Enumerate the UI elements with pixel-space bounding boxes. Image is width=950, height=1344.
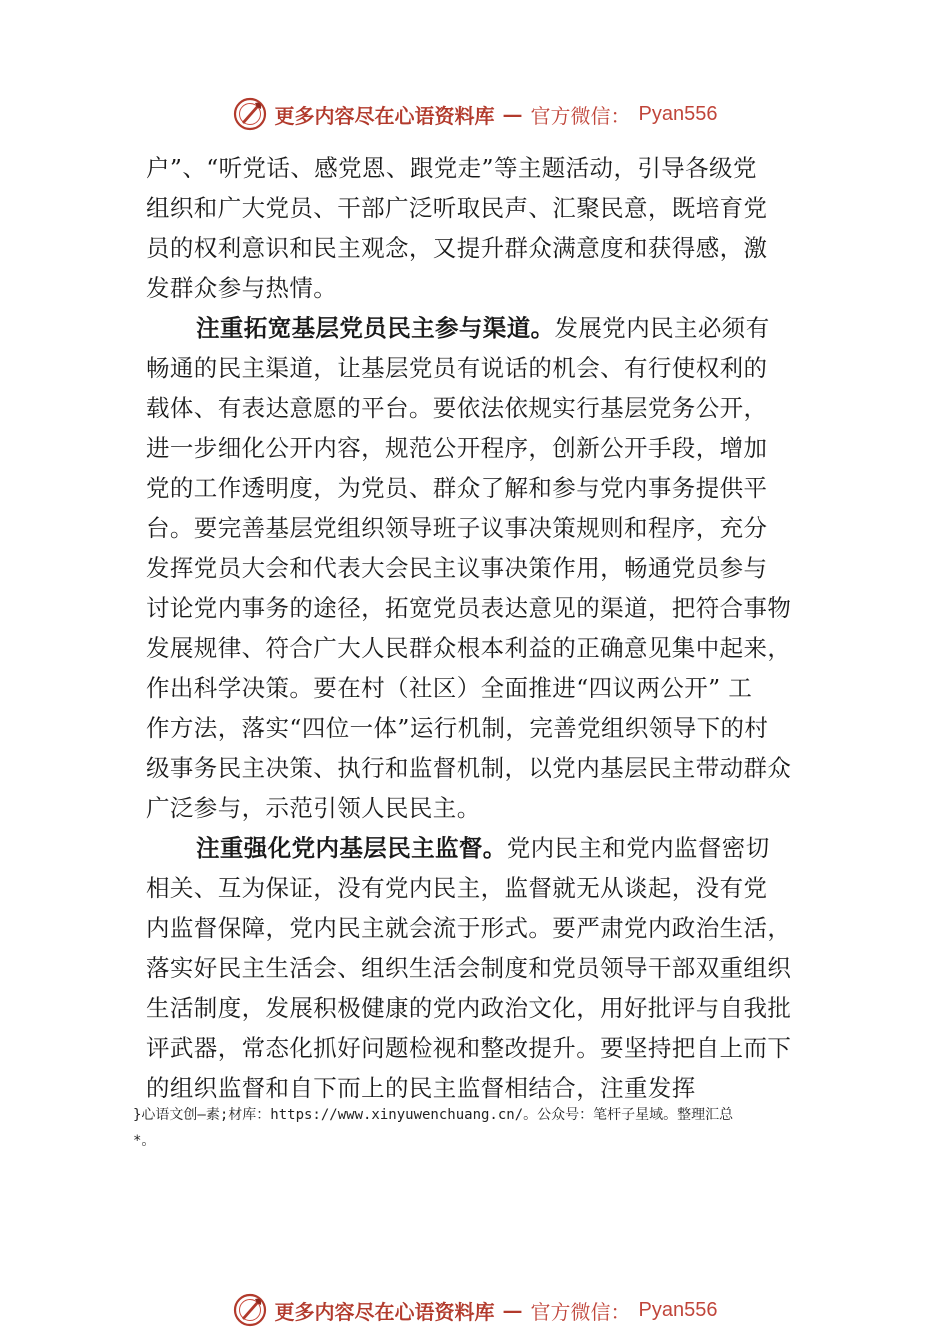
text-line: 内监督保障，党内民主就会流于形式。要严肃党内政治生活， [146, 914, 792, 942]
text-line: 组织和广大党员、干部广泛听取民声、汇聚民意，既培育党 [146, 194, 768, 222]
paragraph-lead-text: 党内民主和党内监督密切 [506, 834, 770, 862]
brand-title: 更多内容尽在心语资料库 [274, 103, 495, 128]
paragraph-3 [146, 828, 818, 1108]
text-line: 发展规律、符合广大人民群众根本利益的正确意见集中起来， [146, 634, 792, 662]
paragraph-lead-text: 发展党内民主必须有 [554, 314, 770, 342]
text-line: 讨论党内事务的途径，拓宽党员表达意见的渠道，把符合事物 [146, 594, 792, 622]
paragraph-heading: 注重强化党内基层民主监督。 [196, 834, 507, 862]
text-line: 作出科学决策。要在村（社区）全面推进“四议两公开” 工 [146, 674, 753, 702]
brand-separator: — [502, 102, 523, 126]
text-line: 员的权利意识和民主观念，又提升群众满意度和获得感，激 [146, 234, 768, 262]
text-line: 的组织监督和自下而上的民主监督相结合，注重发挥 [146, 1074, 696, 1102]
paragraph-2 [146, 308, 818, 828]
text-line: 发群众参与热情。 [146, 274, 338, 302]
wechat-label: 官方微信： [530, 103, 631, 128]
paragraph-first-line [146, 828, 818, 868]
text-line: 畅通的民主渠道，让基层党员有说话的机会、有行使权利的 [146, 354, 768, 382]
footnote-line: }心语文创—素;材库：https://www.xinyuwenchuang.cn/。公众号：笔杆子星域。整理汇总 [133, 1107, 734, 1123]
text-line: 进一步细化公开内容，规范公开程序，创新公开手段，增加 [146, 434, 768, 462]
brand-separator: — [502, 1298, 523, 1322]
text-line: 作方法，落实“四位一体”运行机制，完善党组织领导下的村 [146, 714, 769, 742]
header-banner [0, 92, 950, 136]
text-line: 载体、有表达意愿的平台。要依法依规实行基层党务公开， [146, 394, 768, 422]
text-line: 发挥党员大会和代表大会民主议事决策作用，畅通党员参与 [146, 554, 768, 582]
paragraph-first-line [146, 308, 818, 348]
footer-banner [0, 1288, 950, 1332]
text-line: 广泛参与，示范引领人民民主。 [146, 794, 481, 822]
footnote-line: *。 [133, 1133, 156, 1149]
footnote [133, 1102, 843, 1154]
text-line: 台。要完善基层党组织领导班子议事决策规则和程序，充分 [146, 514, 768, 542]
text-line: 相关、互为保证，没有党内民主，监督就无从谈起，没有党 [146, 874, 768, 902]
text-line: 级事务民主决策、执行和监督机制，以党内基层民主带动群众 [146, 754, 792, 782]
quill-seal-icon [233, 1293, 267, 1327]
wechat-id: Pyan556 [638, 1298, 718, 1321]
paragraph-heading: 注重拓宽基层党员民主参与渠道。 [196, 314, 555, 342]
text-line: 户”、“听党话、感党恩、跟党走”等主题活动，引导各级党 [146, 154, 757, 182]
document-body [146, 148, 818, 1108]
wechat-label: 官方微信： [530, 1299, 631, 1324]
text-line: 生活制度，发展积极健康的党内政治文化，用好批评与自我批 [146, 994, 792, 1022]
text-line: 落实好民主生活会、组织生活会制度和党员领导干部双重组织 [146, 954, 792, 982]
text-line: 党的工作透明度，为党员、群众了解和参与党内事务提供平 [146, 474, 768, 502]
quill-seal-icon [233, 97, 267, 131]
paragraph-1 [146, 148, 818, 308]
brand-title: 更多内容尽在心语资料库 [274, 1299, 495, 1324]
text-line: 评武器，常态化抓好问题检视和整改提升。要坚持把自上而下 [146, 1034, 792, 1062]
wechat-id: Pyan556 [638, 102, 718, 125]
